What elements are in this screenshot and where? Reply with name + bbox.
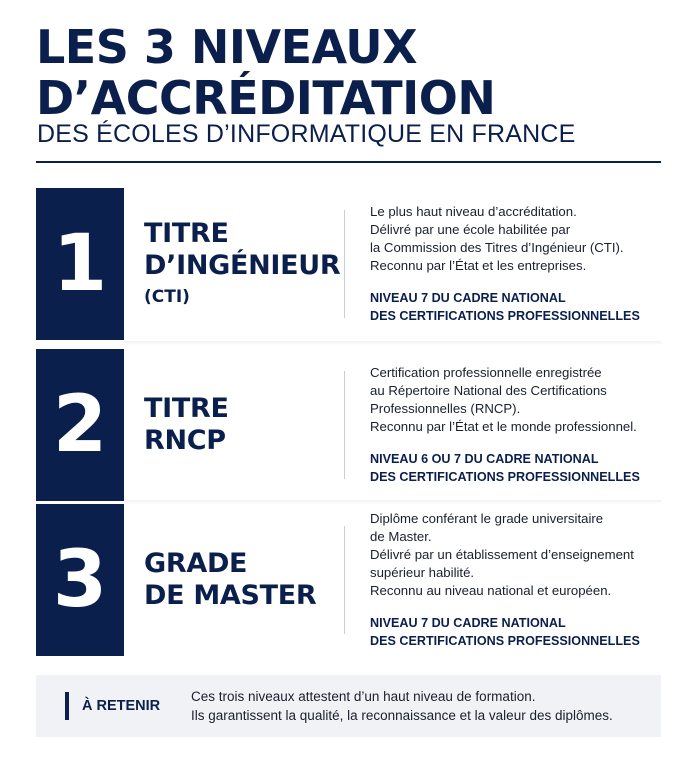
level-tag-line-1: NIVEAU 7 DU CADRE NATIONAL bbox=[370, 616, 566, 630]
takeaway-accent-bar bbox=[65, 692, 69, 720]
level-separator bbox=[124, 341, 661, 345]
description-line: au Répertoire National des Certifications bbox=[370, 383, 607, 398]
level-divider-2 bbox=[344, 371, 345, 479]
takeaway-line-1: Ces trois niveaux attestent d’un haut niveau de formation. bbox=[191, 689, 536, 704]
takeaway-line-2: Ils garantissent la qualité, la reconnaissance et la valeur des diplômes. bbox=[191, 708, 613, 723]
page-title bbox=[36, 22, 495, 124]
description-line: Reconnu par l’État et le monde professionnel. bbox=[370, 419, 637, 434]
level-title-3 bbox=[144, 504, 344, 656]
level-divider-1 bbox=[344, 210, 345, 318]
level-title-2 bbox=[144, 349, 344, 501]
level-title-2-line-1: TITRE bbox=[144, 393, 229, 424]
level-tag-line-1: NIVEAU 6 OU 7 DU CADRE NATIONAL bbox=[370, 452, 599, 466]
level-title-1-line-1: TITRE bbox=[144, 218, 229, 249]
page-subtitle: DES ÉCOLES D’INFORMATIQUE EN FRANCE bbox=[37, 120, 576, 148]
level-card-3 bbox=[36, 504, 661, 656]
level-number-2: 2 bbox=[36, 349, 124, 501]
level-tag-line-1: NIVEAU 7 DU CADRE NATIONAL bbox=[370, 291, 566, 305]
level-tag-3 bbox=[370, 614, 670, 650]
level-title-3-line-1: GRADE bbox=[144, 548, 248, 579]
description-line: Le plus haut niveau d’accréditation. bbox=[370, 204, 577, 219]
level-title-1-sub: (CTI) bbox=[144, 287, 190, 307]
level-title-3-line-2: DE MASTER bbox=[144, 580, 317, 611]
level-description-1 bbox=[370, 188, 670, 340]
level-description-3 bbox=[370, 504, 670, 656]
description-line: Certification professionnelle enregistrée bbox=[370, 365, 602, 380]
description-line: Reconnu au niveau national et européen. bbox=[370, 583, 612, 598]
level-title-1 bbox=[144, 188, 344, 340]
description-line: Délivré par un établissement d’enseignement bbox=[370, 547, 634, 562]
description-line: Reconnu par l’État et les entreprises. bbox=[370, 258, 587, 273]
description-line: de Master. bbox=[370, 529, 432, 544]
level-tag-line-2: DES CERTIFICATIONS PROFESSIONNELLES bbox=[370, 309, 640, 323]
level-card-1 bbox=[36, 188, 661, 340]
level-tag-line-2: DES CERTIFICATIONS PROFESSIONNELLES bbox=[370, 470, 640, 484]
level-divider-3 bbox=[344, 526, 345, 634]
description-line: Diplôme conférant le grade universitaire bbox=[370, 511, 604, 526]
description-line: la Commission des Titres d’Ingénieur (CTI). bbox=[370, 240, 624, 255]
page-title-line-2: D’ACCRÉDITATION bbox=[36, 71, 496, 125]
level-title-2-line-2: RNCP bbox=[144, 425, 226, 456]
takeaway-box bbox=[36, 675, 661, 737]
level-card-2 bbox=[36, 349, 661, 501]
takeaway-label: À RETENIR bbox=[82, 698, 161, 714]
description-line: supérieur habilité. bbox=[370, 565, 475, 580]
level-title-1-line-2: D’INGÉNIEUR bbox=[144, 250, 341, 281]
level-tag-2 bbox=[370, 450, 670, 486]
description-line: Professionnelles (RNCP). bbox=[370, 401, 521, 416]
level-number-3: 3 bbox=[36, 504, 124, 656]
header-divider bbox=[36, 161, 661, 163]
level-description-2 bbox=[370, 349, 670, 501]
level-number-1: 1 bbox=[36, 188, 124, 340]
page-title-line-1: LES 3 NIVEAUX bbox=[36, 20, 418, 74]
level-tag-line-2: DES CERTIFICATIONS PROFESSIONNELLES bbox=[370, 634, 640, 648]
level-tag-1 bbox=[370, 289, 670, 325]
takeaway-text bbox=[191, 675, 613, 737]
description-line: Délivré par une école habilitée par bbox=[370, 222, 571, 237]
